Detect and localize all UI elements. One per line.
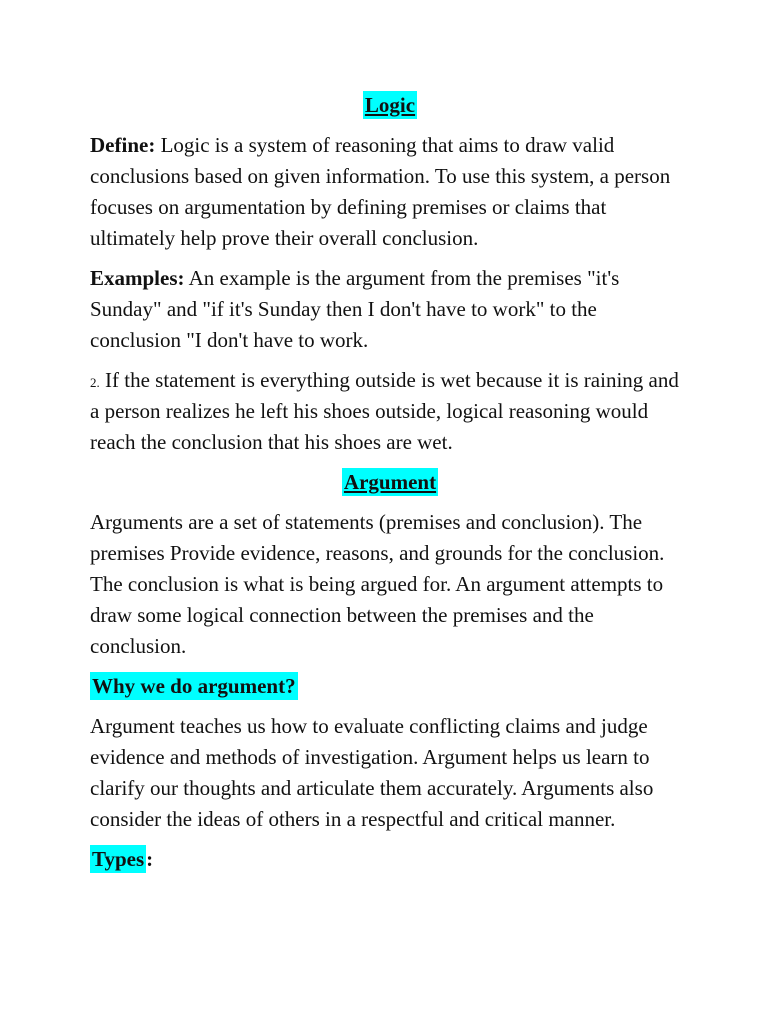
define-text: Logic is a system of reasoning that aims to draw valid conclusions based on given information. To use this system, a person focuses on argumentation by defining premises or claims that ultimately help prove their overall conclusion.: [90, 133, 671, 250]
define-paragraph: [90, 130, 690, 254]
define-label: Define:: [90, 133, 156, 157]
examples-paragraph: [90, 263, 690, 356]
logic-title: Logic: [364, 93, 416, 117]
why-paragraph: Argument teaches us how to evaluate conflicting claims and judge evidence and methods of investigation. Argument helps us learn to clarify our thoughts and articulate them accurately. Arguments also consider the ideas of others in a respectful and critical manner.: [90, 714, 654, 831]
argument-paragraph: Arguments are a set of statements (premises and conclusion). The premises Provide evidence, reasons, and grounds for the conclusion. The conclusion is what is being argued for. An argument attempts to draw some logical connection between the premises and the conclusion.: [90, 510, 665, 658]
types-title: Types: [92, 847, 145, 871]
example-item-number: 2.: [90, 375, 100, 390]
why-heading: [90, 671, 690, 702]
examples-label: Examples:: [90, 266, 185, 290]
example-item-2: [90, 365, 690, 458]
document-page: [90, 90, 690, 884]
types-colon: :: [146, 847, 154, 871]
argument-heading: [90, 467, 690, 498]
logic-heading: [90, 90, 690, 121]
argument-title: Argument: [343, 470, 437, 494]
why-title: Why we do argument?: [92, 674, 296, 698]
types-heading: [90, 844, 690, 875]
examples-text: An example is the argument from the premises "it's Sunday" and "if it's Sunday then I don't have to work" to the conclusion "I don't have to work.: [90, 266, 620, 352]
example-item-text: If the statement is everything outside is wet because it is raining and a person realizes he left his shoes outside, logical reasoning would reach the conclusion that his shoes are wet.: [90, 368, 679, 454]
